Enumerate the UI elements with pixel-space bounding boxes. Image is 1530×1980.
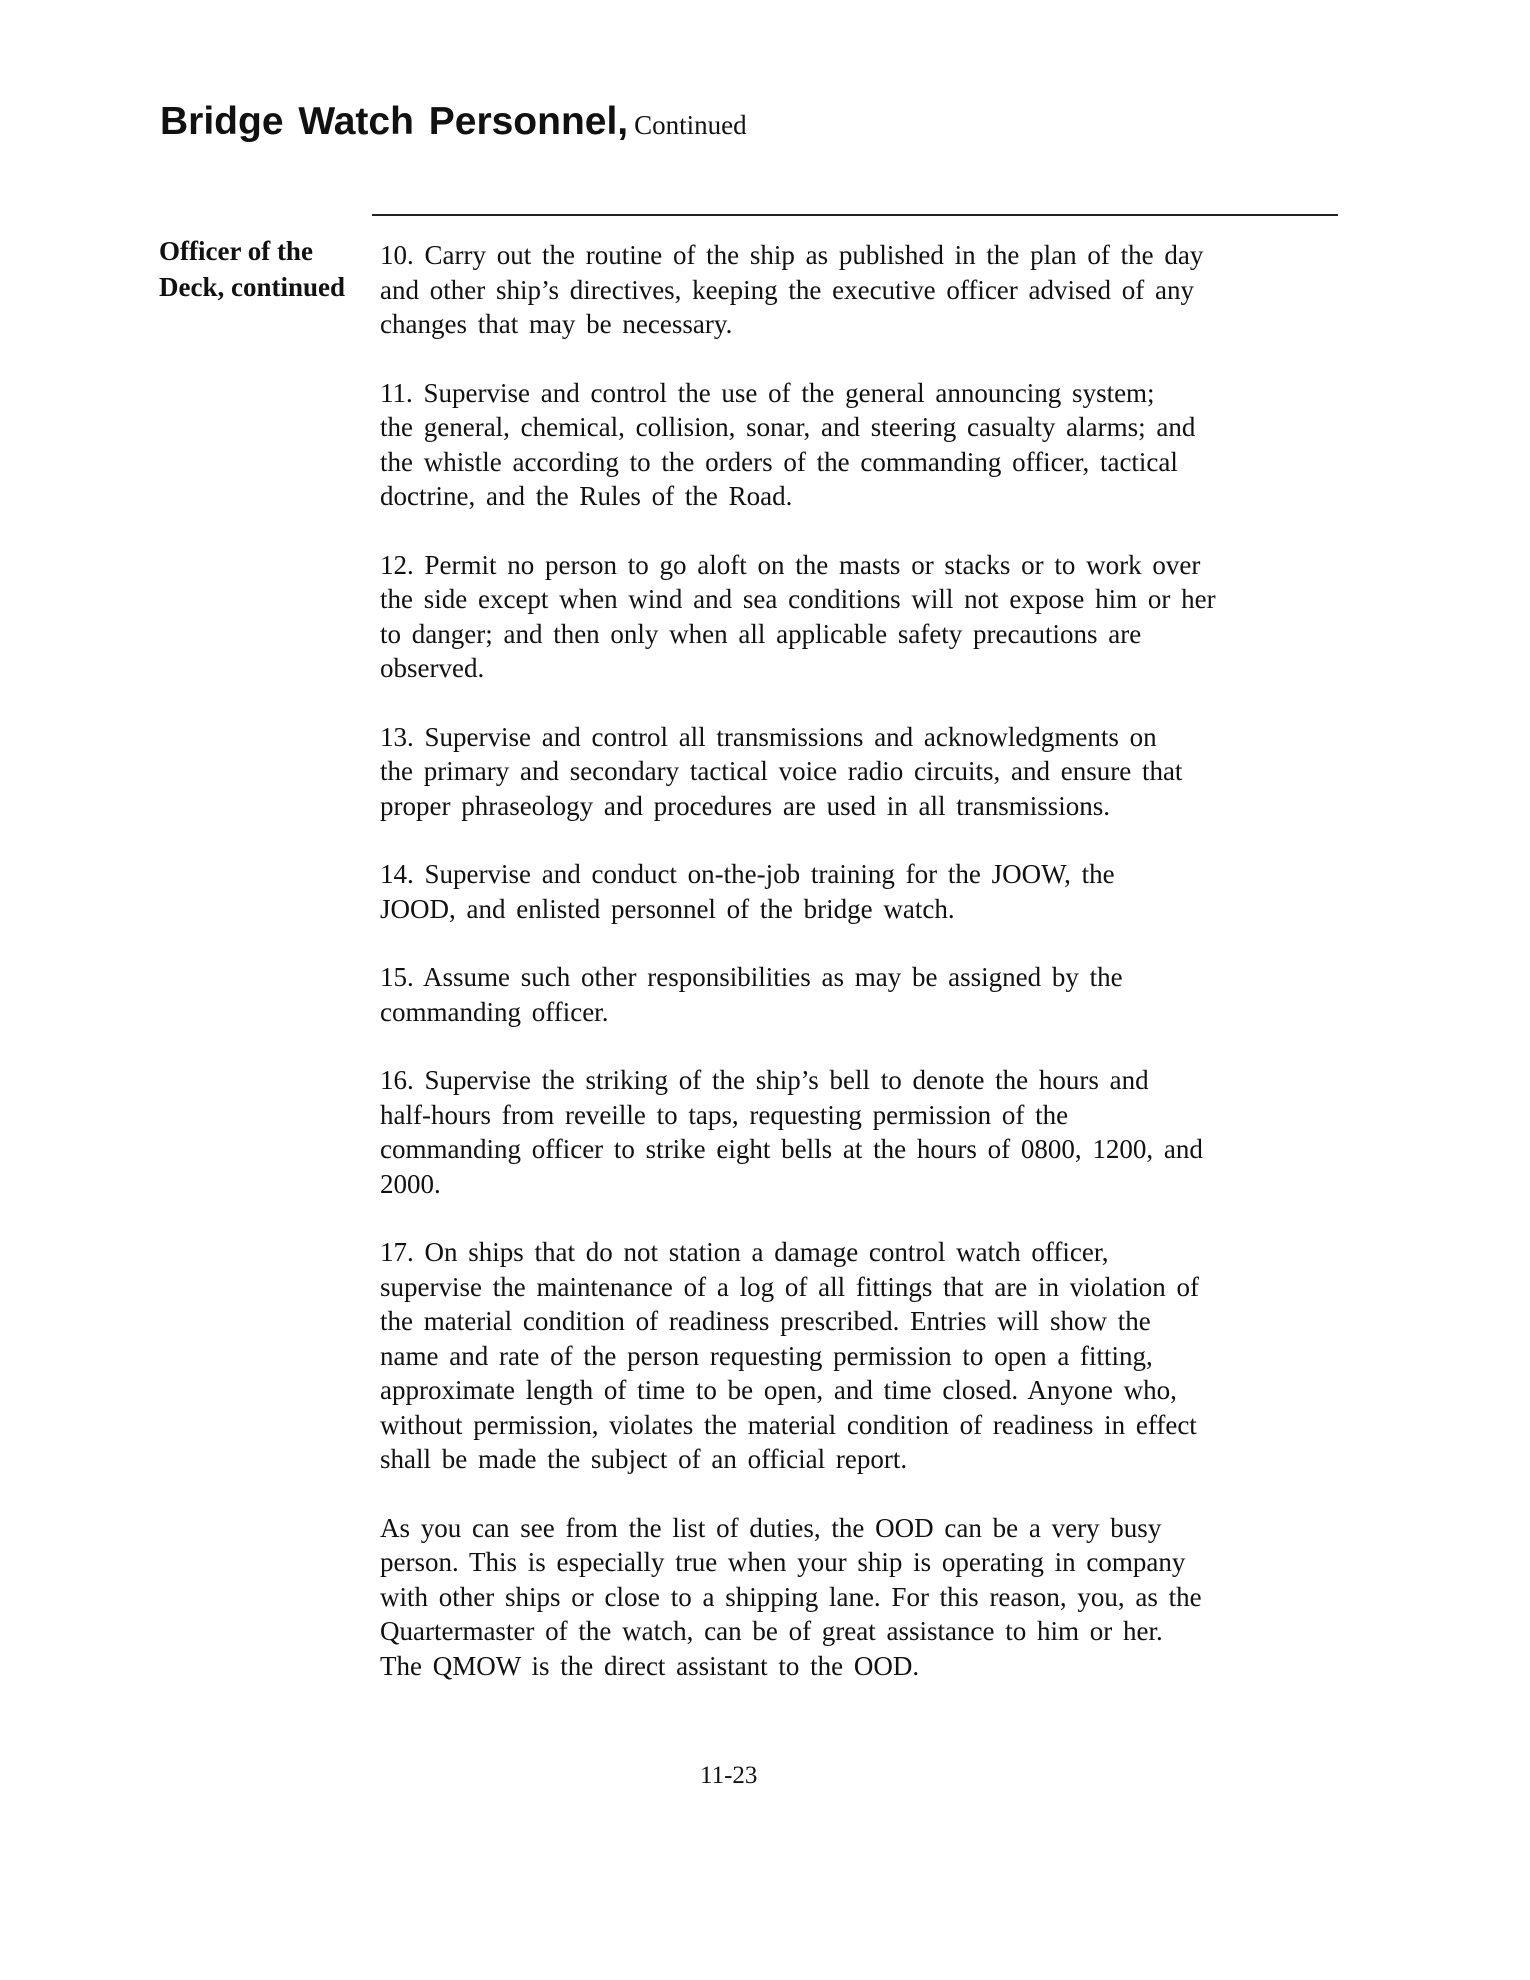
paragraph-line: the material condition of readiness prescribed. Entries will show the (380, 1306, 1151, 1336)
paragraph-line: without permission, violates the material condition of readiness in effect (380, 1409, 1197, 1440)
paragraph-line: the side except when wind and sea conditions will not expose him or her (380, 584, 1216, 614)
paragraph-line: name and rate of the person requesting permission to open a fitting, (380, 1340, 1153, 1371)
paragraph-line: to danger; and then only when all applicable safety precautions are (380, 618, 1142, 649)
paragraph-line: observed. (380, 653, 485, 683)
page-number: 11-23 (700, 1762, 758, 1789)
paragraph-line: 13. Supervise and control all transmissions and acknowledgments on (380, 721, 1157, 752)
paragraph-line: JOOD, and enlisted personnel of the bridge watch. (380, 893, 955, 924)
paragraph-line: the primary and secondary tactical voice radio circuits, and ensure that (380, 756, 1183, 786)
paragraph-line: person. This is especially true when your ship is operating in company (380, 1547, 1186, 1577)
paragraph-line: changes that may be necessary. (380, 309, 733, 339)
paragraph-line: 16. Supervise the striking of the ship’s bell to denote the hours and (380, 1065, 1149, 1095)
paragraph-line: 15. Assume such other responsibilities as may be assigned by the (380, 962, 1123, 992)
paragraph (380, 720, 1340, 824)
section-title: Bridge Watch Personnel, (160, 100, 629, 143)
paragraph-line: doctrine, and the Rules of the Road. (380, 481, 793, 511)
sidebar-heading-line: Officer of the (159, 236, 313, 266)
paragraph (380, 376, 1340, 514)
paragraph-line: Quartermaster of the watch, can be of great assistance to him or her. (380, 1616, 1163, 1646)
paragraph-line: The QMOW is the direct assistant to the OOD. (380, 1650, 920, 1681)
paragraph (380, 1235, 1340, 1477)
paragraph-line: commanding officer. (380, 996, 609, 1027)
paragraph-line: 17. On ships that do not station a damage control watch officer, (380, 1237, 1109, 1267)
paragraph (380, 1063, 1340, 1201)
paragraph-line: supervise the maintenance of a log of all fittings that are in violation of (380, 1271, 1200, 1302)
paragraph-line: the general, chemical, collision, sonar, and steering casualty alarms; and (380, 412, 1196, 442)
paragraph-line: and other ship’s directives, keeping the executive officer advised of any (380, 274, 1194, 305)
paragraph-line: the whistle according to the orders of the commanding officer, tactical (380, 446, 1178, 477)
paragraph-line: proper phraseology and procedures are used in all transmissions. (380, 790, 1111, 821)
paragraph (380, 1511, 1340, 1684)
paragraph-line: commanding officer to strike eight bells at the hours of 0800, 1200, and (380, 1134, 1203, 1164)
sidebar-heading-line: Deck, continued (159, 272, 346, 302)
paragraph-line: shall be made the subject of an official report. (380, 1444, 908, 1474)
paragraph-line: 2000. (380, 1168, 441, 1199)
paragraph-line: 12. Permit no person to go aloft on the masts or stacks or to work over (380, 549, 1201, 580)
section-divider (372, 214, 1338, 216)
page-title (160, 100, 747, 144)
paragraph-line: 14. Supervise and conduct on-the-job training for the JOOW, the (380, 859, 1115, 889)
paragraph (380, 238, 1340, 342)
paragraph-line: As you can see from the list of duties, the OOD can be a very busy (380, 1512, 1162, 1543)
paragraph-line: 10. Carry out the routine of the ship as published in the plan of the day (380, 240, 1204, 270)
paragraph (380, 857, 1340, 926)
paragraph-line: 11. Supervise and control the use of the general announcing system; (380, 377, 1155, 408)
paragraph (380, 960, 1340, 1029)
paragraph-line: half-hours from reveille to taps, requesting permission of the (380, 1099, 1069, 1130)
paragraph-line: approximate length of time to be open, and time closed. Anyone who, (380, 1375, 1177, 1405)
sidebar-heading (159, 233, 345, 305)
paragraph-line: with other ships or close to a shipping lane. For this reason, you, as the (380, 1581, 1202, 1612)
paragraph (380, 548, 1340, 686)
continued-label: Continued (634, 110, 747, 140)
body-text (380, 238, 1340, 1717)
